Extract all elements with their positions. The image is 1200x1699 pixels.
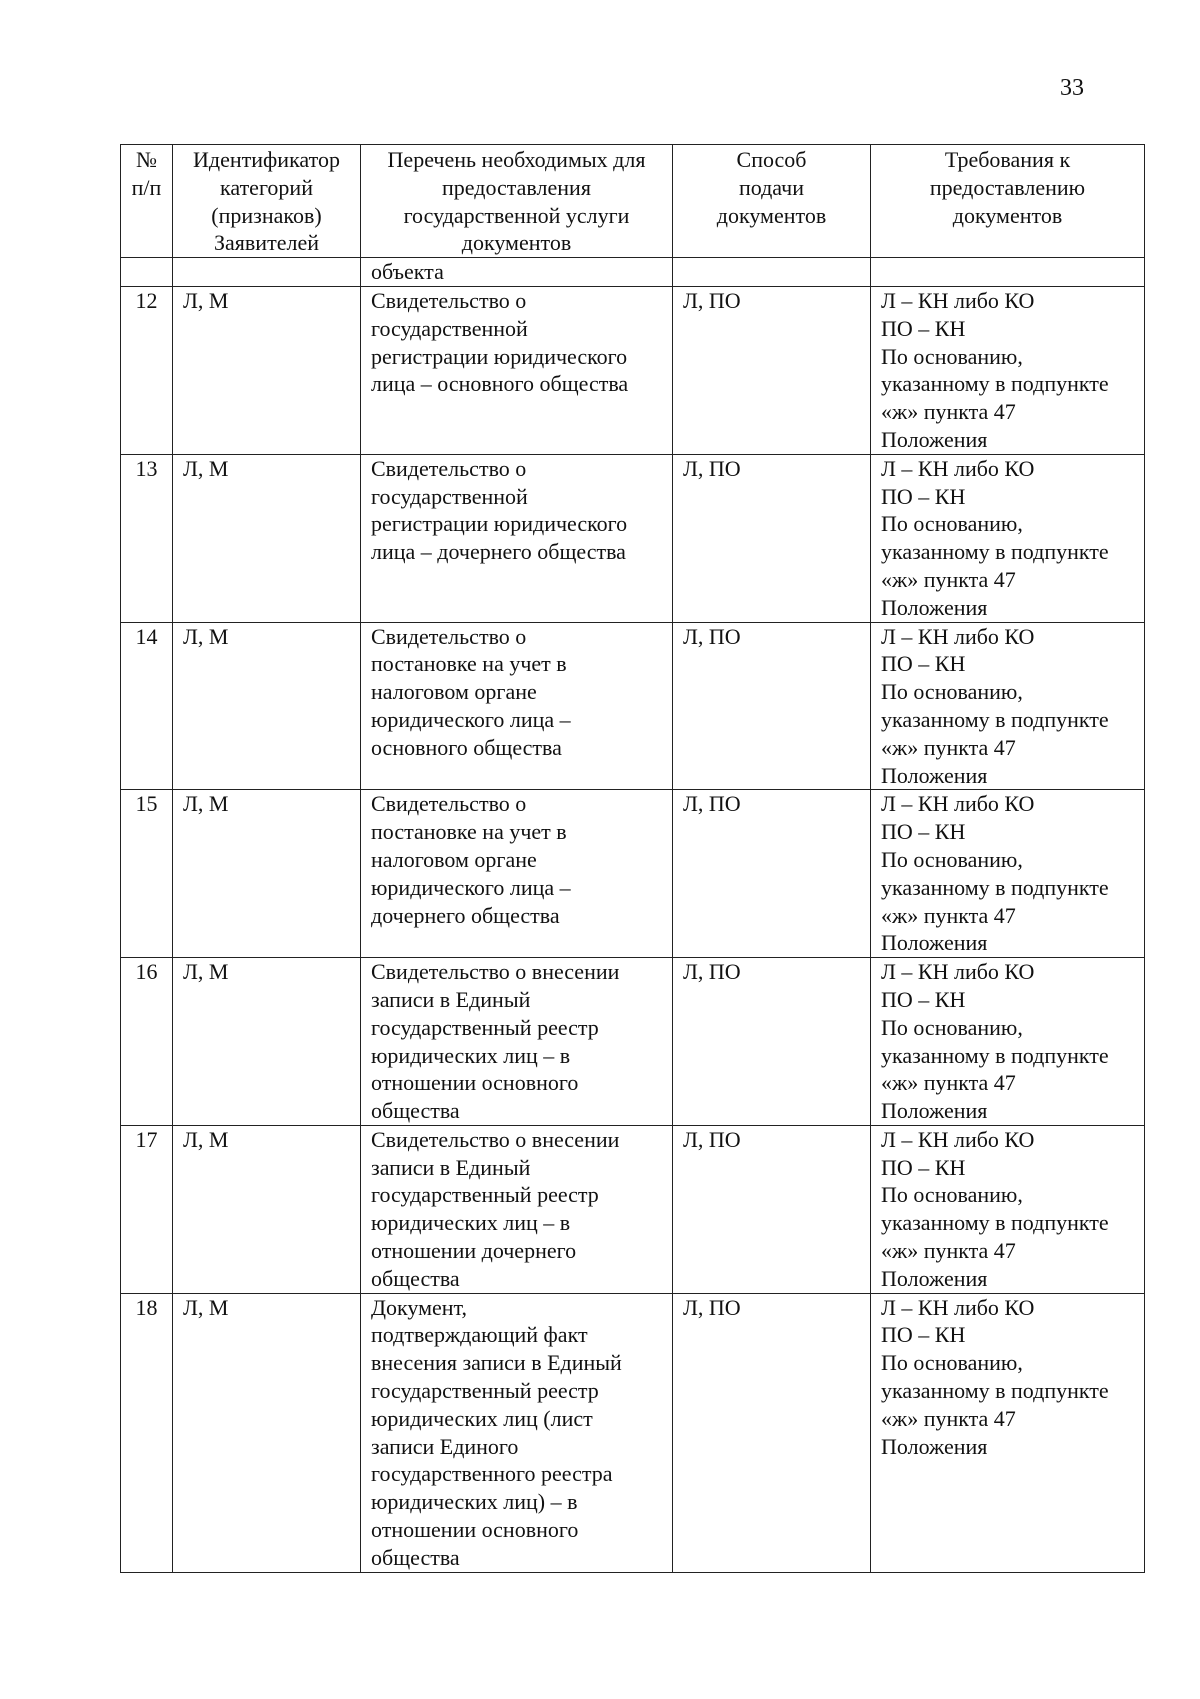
table-row — [121, 286, 1145, 454]
cell-method — [673, 258, 871, 287]
cell-method: Л, ПО — [673, 286, 871, 454]
text-line: Идентификатор — [193, 147, 340, 172]
text-line: юридических лиц) – в — [371, 1489, 578, 1515]
text-line: По основанию, — [881, 511, 1023, 537]
text-line: категорий — [220, 174, 313, 200]
cell-requirements — [871, 622, 1145, 790]
text-line: указанному в подпункте — [881, 539, 1109, 565]
text-line: налоговом органе — [371, 846, 537, 872]
table-header-row — [121, 145, 1145, 258]
text-line: Л – КН либо КО — [881, 1294, 1035, 1320]
text-line: «ж» пункта 47 — [881, 566, 1016, 592]
table-row — [121, 958, 1145, 1126]
cell-requirements — [871, 1125, 1145, 1293]
cell-number: 18 — [121, 1293, 173, 1572]
text-line: общества — [371, 1265, 460, 1291]
cell-requirements — [871, 258, 1145, 287]
text-line: государственный реестр — [371, 1378, 599, 1404]
cell-requirements — [871, 1293, 1145, 1572]
text-line: Л – КН либо КО — [881, 623, 1035, 649]
cell-document — [361, 1293, 673, 1572]
header-requirements — [871, 145, 1145, 258]
text-line: Положения — [881, 594, 988, 620]
cell-category — [173, 258, 361, 287]
text-line: Свидетельство о — [371, 287, 527, 313]
cell-category: Л, М — [173, 286, 361, 454]
text-line: ПО – КН — [881, 651, 966, 677]
cell-number: 13 — [121, 454, 173, 622]
text-line: государственной услуги — [403, 202, 630, 228]
cell-number: 17 — [121, 1125, 173, 1293]
text-line: Л – КН либо КО — [881, 455, 1035, 481]
text-line: дочернего общества — [371, 902, 560, 928]
cell-method: Л, ПО — [673, 790, 871, 958]
text-line: лица – основного общества — [371, 371, 629, 397]
cell-category: Л, М — [173, 790, 361, 958]
text-line: подачи — [738, 174, 805, 200]
text-line: юридического лица – — [371, 706, 571, 732]
header-submission-method — [673, 145, 871, 258]
text-line: Свидетельство о — [371, 623, 527, 649]
cell-method: Л, ПО — [673, 958, 871, 1126]
text-line: объекта — [371, 259, 444, 285]
text-line: Л – КН либо КО — [881, 1126, 1035, 1152]
text-line: Свидетельство о — [371, 455, 527, 481]
text-line: указанному в подпункте — [881, 706, 1109, 732]
text-line: документов — [716, 202, 827, 228]
text-line: Положения — [881, 426, 988, 452]
text-line: юридических лиц (лист — [371, 1405, 593, 1431]
text-line: отношении дочернего — [371, 1238, 577, 1264]
text-line: общества — [371, 1544, 460, 1570]
cell-method: Л, ПО — [673, 454, 871, 622]
table-row — [121, 1293, 1145, 1572]
text-line: Способ — [736, 147, 807, 172]
cell-number — [121, 258, 173, 287]
text-line: ПО – КН — [881, 315, 966, 341]
text-line: Свидетельство о — [371, 791, 527, 817]
text-line: По основанию, — [881, 1350, 1023, 1376]
table-row — [121, 622, 1145, 790]
text-line: Положения — [881, 1098, 988, 1124]
cell-document — [361, 258, 673, 287]
text-line: Положения — [881, 1265, 988, 1291]
text-line: государственного реестра — [371, 1461, 613, 1487]
text-line: «ж» пункта 47 — [881, 734, 1016, 760]
text-line: записи в Единый — [371, 986, 531, 1012]
page-number: 33 — [1060, 75, 1084, 101]
text-line: Л – КН либо КО — [881, 287, 1035, 313]
text-line: государственный реестр — [371, 1014, 599, 1040]
table-row — [121, 790, 1145, 958]
cell-method: Л, ПО — [673, 1125, 871, 1293]
cell-method: Л, ПО — [673, 1293, 871, 1572]
text-line: «ж» пункта 47 — [881, 1238, 1016, 1264]
text-line: отношении основного — [371, 1070, 579, 1096]
text-line: Перечень необходимых для — [387, 147, 646, 172]
text-line: указанному в подпункте — [881, 1210, 1109, 1236]
text-line: общества — [371, 1098, 460, 1124]
header-document-list — [361, 145, 673, 258]
text-line: лица – дочернего общества — [371, 539, 626, 565]
text-line: внесения записи в Единый — [371, 1350, 622, 1376]
text-line: юридических лиц – в — [371, 1210, 571, 1236]
cell-category: Л, М — [173, 958, 361, 1126]
cell-document — [361, 1125, 673, 1293]
text-line: указанному в подпункте — [881, 1042, 1109, 1068]
text-line: По основанию, — [881, 679, 1023, 705]
text-line: По основанию, — [881, 343, 1023, 369]
text-line: ПО – КН — [881, 483, 966, 509]
table-row — [121, 1125, 1145, 1293]
cell-number: 12 — [121, 286, 173, 454]
cell-category: Л, М — [173, 622, 361, 790]
text-line: налоговом органе — [371, 679, 537, 705]
text-line: ПО – КН — [881, 986, 966, 1012]
text-line: ПО – КН — [881, 1322, 966, 1348]
cell-method: Л, ПО — [673, 622, 871, 790]
text-line: Заявителей — [214, 230, 319, 256]
text-line: государственной — [371, 315, 528, 341]
text-line: регистрации юридического — [371, 343, 628, 369]
text-line: Л – КН либо КО — [881, 959, 1035, 985]
cell-document — [361, 790, 673, 958]
text-line: Положения — [881, 1433, 988, 1459]
text-line: подтверждающий факт — [371, 1322, 588, 1348]
cell-requirements — [871, 454, 1145, 622]
documents-table — [120, 144, 1145, 1573]
text-line: документов — [952, 202, 1063, 228]
text-line: По основанию, — [881, 1014, 1023, 1040]
text-line: Положения — [881, 930, 988, 956]
table-row — [121, 454, 1145, 622]
text-line: регистрации юридического — [371, 511, 628, 537]
text-line: «ж» пункта 47 — [881, 902, 1016, 928]
text-line: Документ, — [371, 1294, 468, 1320]
text-line: Требования к — [944, 147, 1071, 172]
cell-requirements — [871, 958, 1145, 1126]
text-line: Положения — [881, 762, 988, 788]
text-line: п/п — [131, 174, 162, 200]
text-line: постановке на учет в — [371, 819, 567, 845]
cell-document — [361, 622, 673, 790]
text-line: «ж» пункта 47 — [881, 1070, 1016, 1096]
cell-number: 14 — [121, 622, 173, 790]
text-line: № — [136, 147, 157, 172]
cell-number: 16 — [121, 958, 173, 1126]
text-line: «ж» пункта 47 — [881, 1405, 1016, 1431]
text-line: ПО – КН — [881, 1154, 966, 1180]
text-line: предоставления — [442, 174, 591, 200]
text-line: По основанию, — [881, 846, 1023, 872]
cell-number: 15 — [121, 790, 173, 958]
text-line: основного общества — [371, 734, 562, 760]
text-line: Л – КН либо КО — [881, 791, 1035, 817]
cell-category: Л, М — [173, 454, 361, 622]
text-line: юридических лиц – в — [371, 1042, 571, 1068]
cell-document — [361, 286, 673, 454]
text-line: Свидетельство о внесении — [371, 959, 620, 985]
cell-category: Л, М — [173, 1293, 361, 1572]
text-line: государственной — [371, 483, 528, 509]
text-line: (признаков) — [211, 202, 322, 228]
header-category — [173, 145, 361, 258]
text-line: юридического лица – — [371, 874, 571, 900]
text-line: указанному в подпункте — [881, 371, 1109, 397]
text-line: отношении основного — [371, 1517, 579, 1543]
text-line: «ж» пункта 47 — [881, 399, 1016, 425]
text-line: записи в Единый — [371, 1154, 531, 1180]
text-line: записи Единого — [371, 1433, 519, 1459]
text-line: Свидетельство о внесении — [371, 1126, 620, 1152]
text-line: указанному в подпункте — [881, 874, 1109, 900]
text-line: предоставлению — [929, 174, 1086, 200]
text-line: государственный реестр — [371, 1182, 599, 1208]
text-line: По основанию, — [881, 1182, 1023, 1208]
cell-category: Л, М — [173, 1125, 361, 1293]
cell-document — [361, 454, 673, 622]
text-line: постановке на учет в — [371, 651, 567, 677]
text-line: ПО – КН — [881, 819, 966, 845]
table-row-continuation — [121, 258, 1145, 287]
header-number — [121, 145, 173, 258]
text-line: документов — [461, 230, 572, 256]
cell-requirements — [871, 790, 1145, 958]
text-line: указанному в подпункте — [881, 1378, 1109, 1404]
cell-requirements — [871, 286, 1145, 454]
cell-document — [361, 958, 673, 1126]
